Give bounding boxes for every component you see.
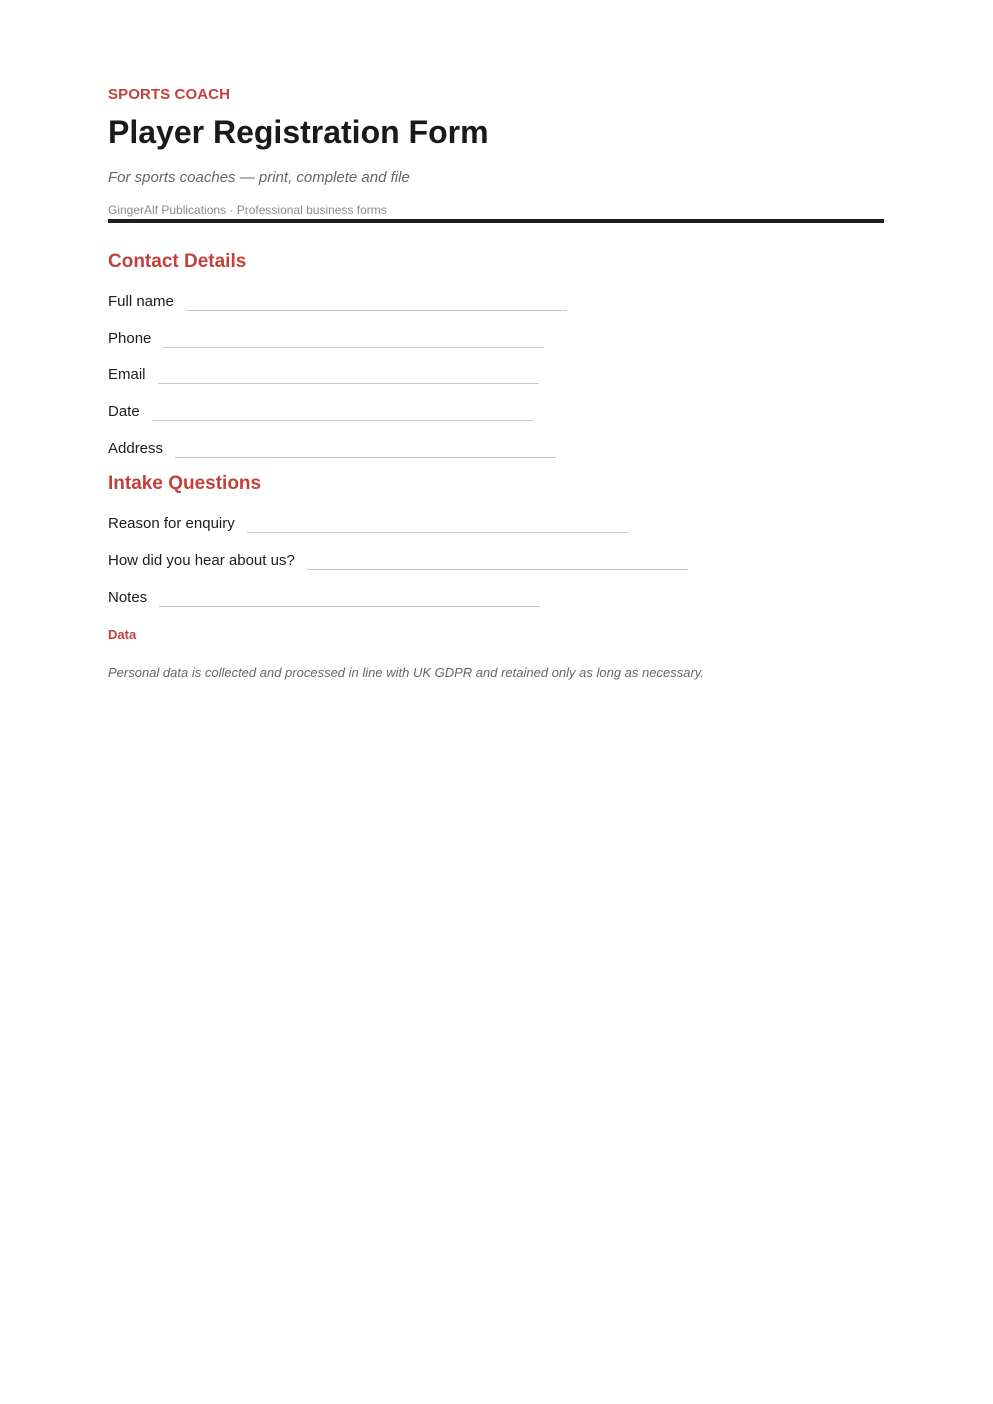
date-input-line[interactable]	[152, 420, 533, 421]
field-phone	[108, 326, 544, 348]
field-label-date: Date	[108, 403, 140, 420]
form-category: SPORTS COACH	[108, 86, 231, 103]
phone-input-line[interactable]	[163, 347, 544, 348]
data-notice-heading: Data	[108, 627, 137, 642]
page-title: Player Registration Form	[108, 114, 489, 150]
data-notice-text: Personal data is collected and processed in line with UK GDPR and retained only as long as necessary.	[108, 665, 704, 680]
field-label-email: Email	[108, 366, 146, 383]
address-input-line[interactable]	[175, 457, 556, 458]
page-subtitle: For sports coaches — print, complete and file	[108, 169, 410, 186]
field-label-address: Address	[108, 440, 164, 457]
field-email	[108, 362, 539, 384]
field-label-how-did-you-hear: How did you hear about us?	[108, 552, 295, 569]
field-full-name	[108, 289, 567, 311]
notes-input-line[interactable]	[159, 606, 540, 607]
field-label-notes: Notes	[108, 589, 148, 606]
field-label-phone: Phone	[108, 330, 152, 347]
reason-input-line[interactable]	[247, 532, 628, 533]
referral-input-line[interactable]	[307, 569, 688, 570]
field-label-full-name: Full name	[108, 293, 174, 310]
header-divider	[108, 219, 884, 223]
section-heading-contact-details: Contact Details	[108, 251, 247, 272]
field-notes	[108, 585, 540, 607]
full-name-input-line[interactable]	[186, 310, 567, 311]
field-address	[108, 436, 556, 458]
publisher-line: GingerAlf Publications · Professional business forms	[108, 203, 387, 217]
field-label-reason-for-enquiry: Reason for enquiry	[108, 515, 235, 532]
field-date	[108, 399, 533, 421]
email-input-line[interactable]	[158, 383, 539, 384]
field-how-did-you-hear	[108, 548, 688, 570]
field-reason-for-enquiry	[108, 511, 628, 533]
section-heading-intake-questions: Intake Questions	[108, 473, 262, 494]
